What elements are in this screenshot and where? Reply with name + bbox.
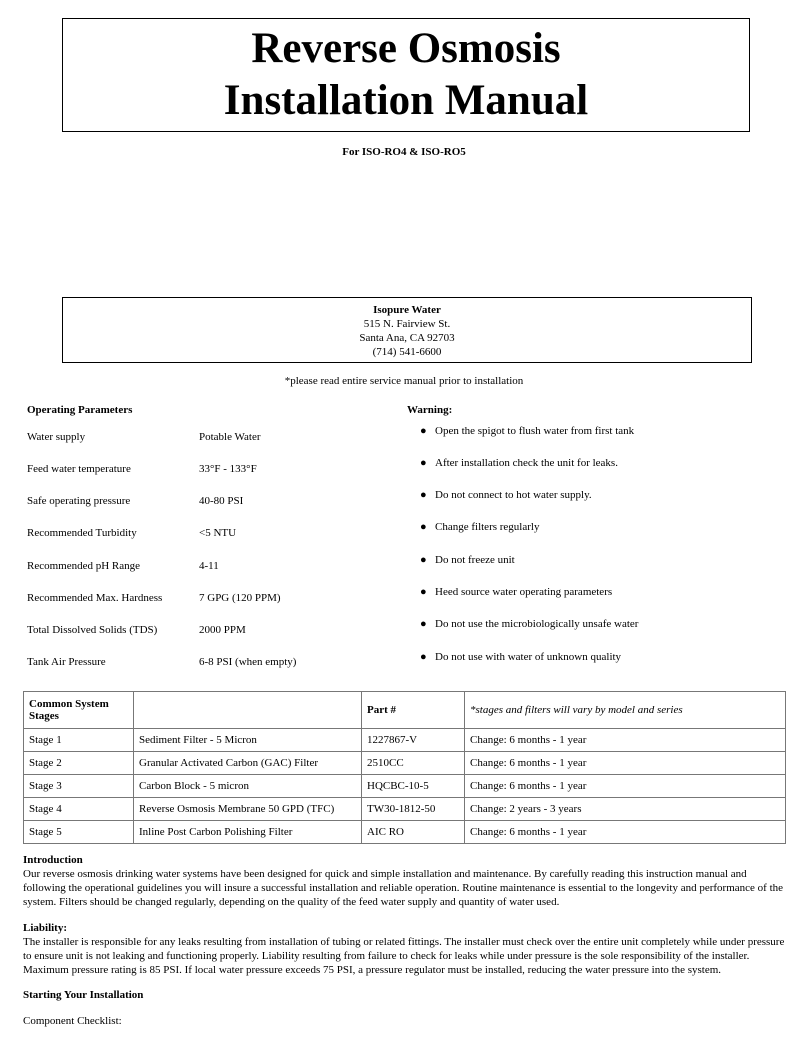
warning-text: Do not connect to hot water supply.	[435, 489, 592, 501]
company-city: Santa Ana, CA 92703	[359, 332, 455, 344]
table-cell: AIC RO	[362, 821, 465, 844]
bullet-icon: ●	[420, 651, 427, 663]
company-phone: (714) 541-6600	[372, 346, 442, 358]
warning-text: Do not use the microbiologically unsafe water	[435, 618, 639, 630]
title-line-2: Installation Manual	[223, 77, 589, 124]
component-checklist	[23, 1014, 785, 1028]
table-row	[24, 798, 786, 821]
warning-text: Do not use with water of unknown quality	[435, 651, 622, 663]
param-value: 2000 PPM	[199, 624, 246, 636]
table-cell: Carbon Block - 5 micron	[134, 775, 362, 798]
company-name: Isopure Water	[373, 304, 441, 316]
param-value: 33°F - 133°F	[199, 463, 257, 475]
warning-text: Heed source water operating parameters	[435, 586, 613, 598]
table-row	[24, 775, 786, 798]
subtitle: For ISO-RO4 & ISO-RO5	[342, 146, 466, 158]
component-checklist-label: Component Checklist:	[23, 1015, 122, 1027]
param-label: Water supply	[27, 431, 86, 443]
table-row	[24, 752, 786, 775]
table-cell: Stage 5	[24, 821, 134, 844]
param-value: 40-80 PSI	[199, 495, 244, 507]
table-cell: Inline Post Carbon Polishing Filter	[134, 821, 362, 844]
company-box	[62, 297, 752, 363]
param-label: Tank Air Pressure	[27, 656, 106, 668]
warning-text: After installation check the unit for leaks.	[435, 457, 618, 469]
param-value: 6-8 PSI (when empty)	[199, 656, 297, 668]
company-street: 515 N. Fairview St.	[363, 318, 451, 330]
param-label: Recommended pH Range	[27, 560, 141, 572]
table-row	[24, 821, 786, 844]
table-cell: Change: 2 years - 3 years	[465, 798, 786, 821]
header-cell	[134, 692, 362, 729]
starting-heading	[23, 988, 785, 1002]
warning-text: Do not freeze unit	[435, 554, 515, 566]
stages-table	[23, 691, 786, 844]
param-value: 7 GPG (120 PPM)	[199, 592, 281, 604]
title-line-1: Reverse Osmosis	[251, 25, 561, 72]
header-cell: Common System Stages	[24, 692, 134, 729]
bullet-icon: ●	[420, 489, 427, 501]
liability-section	[23, 921, 785, 977]
bullet-icon: ●	[420, 586, 427, 598]
header-cell: Part #	[362, 692, 465, 729]
param-value: 4-11	[199, 560, 219, 572]
liability-body: The installer is responsible for any leaks resulting from installation of tubing or related fittings. The installer must check over the entire unit completely while under pressure to ensure unit is not leaking and functioning properly. Liability resulting from failure to check for leaks while under pressure is the sole responsibility of the installer. Maximum pressure rating is 85 PSI. If local water pressure exceeds 75 PSI, a pressure regulator must be installed, reducing the water pressure into the system.	[23, 936, 785, 976]
introduction-section	[23, 853, 785, 909]
table-cell: Stage 1	[24, 729, 134, 752]
operating-parameters-heading: Operating Parameters	[27, 404, 133, 416]
bullet-icon: ●	[420, 554, 427, 566]
warning-text: Open the spigot to flush water from first tank	[435, 425, 635, 437]
table-cell: 2510CC	[362, 752, 465, 775]
param-value: <5 NTU	[199, 527, 237, 539]
table-cell: Reverse Osmosis Membrane 50 GPD (TFC)	[134, 798, 362, 821]
table-cell: Sediment Filter - 5 Micron	[134, 729, 362, 752]
table-cell: Change: 6 months - 1 year	[465, 729, 786, 752]
table-cell: Stage 4	[24, 798, 134, 821]
bullet-icon: ●	[420, 457, 427, 469]
read-manual-notice: *please read entire service manual prior to installation	[284, 375, 524, 387]
param-label: Recommended Turbidity	[27, 527, 137, 539]
param-label: Feed water temperature	[27, 463, 131, 475]
table-row	[24, 729, 786, 752]
warning-heading: Warning:	[407, 404, 453, 416]
bullet-icon: ●	[420, 618, 427, 630]
param-label: Total Dissolved Solids (TDS)	[27, 624, 158, 636]
starting-heading-text: Starting Your Installation	[23, 989, 144, 1001]
bullet-icon: ●	[420, 521, 427, 533]
bullet-icon: ●	[420, 425, 427, 437]
param-label: Recommended Max. Hardness	[27, 592, 163, 604]
warning-text: Change filters regularly	[435, 521, 540, 533]
table-cell: TW30-1812-50	[362, 798, 465, 821]
liability-heading: Liability:	[23, 922, 68, 934]
introduction-body: Our reverse osmosis drinking water systems have been designed for quick and simple installation and maintenance. By carefully reading this instruction manual and following the operational guidelines you will insure a successful installation and reliable operation. Routine maintenance is essential to the longevity and performance of the system. Filters should be changed regularly, depending on the quality of the feed water supply and quantity of water used.	[23, 868, 784, 908]
table-cell: Granular Activated Carbon (GAC) Filter	[134, 752, 362, 775]
table-cell: HQCBC-10-5	[362, 775, 465, 798]
introduction-heading: Introduction	[23, 854, 83, 866]
table-header-row	[24, 692, 786, 729]
param-value: Potable Water	[199, 431, 261, 443]
table-cell: 1227867-V	[362, 729, 465, 752]
table-cell: Change: 6 months - 1 year	[465, 775, 786, 798]
table-cell: Stage 2	[24, 752, 134, 775]
title-box	[62, 18, 750, 132]
header-cell: *stages and filters will vary by model and series	[465, 692, 786, 729]
table-cell: Change: 6 months - 1 year	[465, 752, 786, 775]
table-cell: Change: 6 months - 1 year	[465, 821, 786, 844]
param-label: Safe operating pressure	[27, 495, 131, 507]
table-cell: Stage 3	[24, 775, 134, 798]
